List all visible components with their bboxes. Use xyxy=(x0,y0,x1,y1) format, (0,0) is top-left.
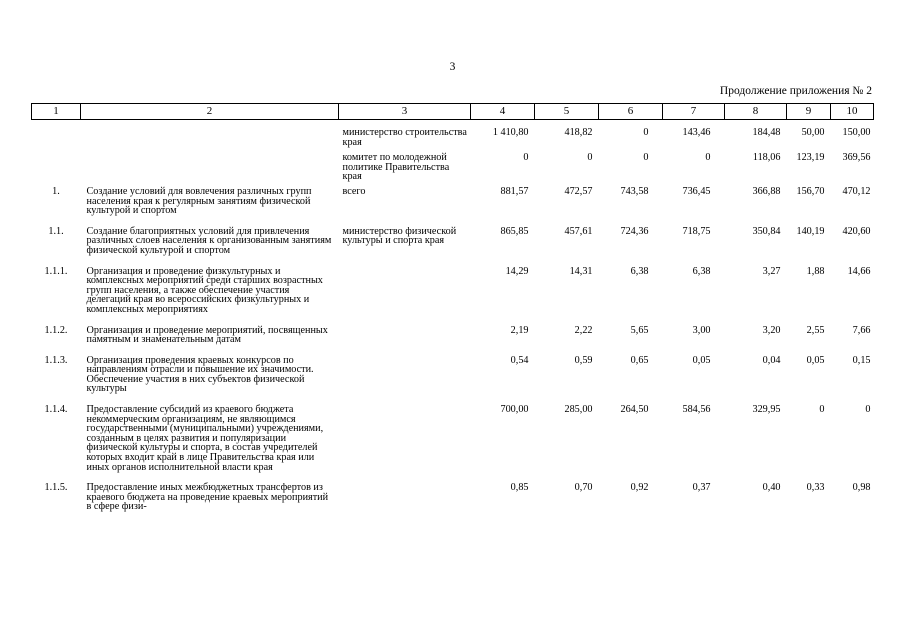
row-value: 50,00 xyxy=(801,127,825,138)
row-code: 1.1.5. xyxy=(44,482,68,494)
row-name xyxy=(81,149,339,184)
row-value: 584,56 xyxy=(682,404,711,416)
row-value: 1 410,80 xyxy=(492,127,529,138)
row-value: 14,29 xyxy=(505,265,529,277)
row-value: 350,84 xyxy=(752,225,781,237)
row-value: 6,38 xyxy=(630,265,649,277)
row-value: 700,00 xyxy=(500,404,529,416)
page-number: 3 xyxy=(449,61,456,73)
table-row xyxy=(32,184,874,224)
row-value: 2,19 xyxy=(510,324,529,336)
row-value: 329,95 xyxy=(752,404,781,416)
column-header: 1 xyxy=(32,104,81,120)
table-header-row xyxy=(32,104,874,120)
row-value: 0,37 xyxy=(692,482,711,494)
row-value: 0 xyxy=(865,404,871,416)
row-executor xyxy=(339,264,471,323)
row-value: 7,66 xyxy=(852,324,871,336)
row-value: 0,05 xyxy=(692,354,711,366)
row-value: 150,00 xyxy=(842,127,871,138)
row-value: 2,55 xyxy=(806,324,825,336)
row-executor xyxy=(339,323,471,353)
row-value: 0 xyxy=(587,152,593,164)
row-value: 264,50 xyxy=(620,404,649,416)
appendix-table xyxy=(31,103,874,520)
row-value: 0,85 xyxy=(510,482,529,494)
row-value: 881,57 xyxy=(500,185,529,197)
row-value: 0 xyxy=(523,152,529,164)
row-value: 123,19 xyxy=(796,152,825,164)
appendix-continuation-label: Продолжение приложения № 2 xyxy=(719,85,872,97)
row-name xyxy=(81,120,339,150)
row-value: 0 xyxy=(705,152,711,164)
table-row xyxy=(32,353,874,402)
row-value: 0 xyxy=(643,152,649,164)
row-value: 3,27 xyxy=(762,265,781,277)
table-row xyxy=(32,402,874,480)
row-value: 0,33 xyxy=(806,482,825,494)
row-value: 0,05 xyxy=(806,354,825,366)
row-code: 1.1.1. xyxy=(44,265,68,277)
table-row xyxy=(32,264,874,323)
row-name: Организация и проведение мероприятий, посвященных памятным и знаменательным датам xyxy=(86,324,328,346)
row-value: 457,61 xyxy=(564,225,593,237)
row-code xyxy=(32,149,81,184)
row-value: 3,00 xyxy=(692,324,711,336)
row-value: 2,22 xyxy=(574,324,593,336)
table-row xyxy=(32,120,874,150)
row-value: 420,60 xyxy=(842,225,871,237)
row-value: 285,00 xyxy=(564,404,593,416)
row-code xyxy=(32,120,81,150)
column-header: 6 xyxy=(599,104,663,120)
row-value: 736,45 xyxy=(682,185,711,197)
row-value: 0,04 xyxy=(762,354,781,366)
row-value: 0,98 xyxy=(852,482,871,494)
row-value: 470,12 xyxy=(842,185,871,197)
row-name: Предоставление иных межбюджетных трансфертов из краевого бюджета на проведение краевых мероприятий в сфере физи- xyxy=(86,482,329,513)
row-code: 1. xyxy=(52,185,60,197)
row-executor: министерство строительства края xyxy=(342,127,467,148)
row-value: 118,06 xyxy=(752,152,781,164)
column-header: 10 xyxy=(831,104,874,120)
row-executor: комитет по молодежной политике Правительства края xyxy=(342,152,450,183)
row-value: 14,31 xyxy=(569,265,593,277)
row-code: 1.1.2. xyxy=(44,324,68,336)
table-row xyxy=(32,323,874,353)
row-value: 0,59 xyxy=(574,354,593,366)
row-executor: министерство физической культуры и спорта края xyxy=(342,225,457,247)
table-row xyxy=(32,480,874,520)
row-code: 1.1. xyxy=(48,225,64,237)
row-value: 718,75 xyxy=(682,225,711,237)
row-value: 418,82 xyxy=(564,127,593,138)
row-executor xyxy=(339,353,471,402)
row-value: 1,88 xyxy=(806,265,825,277)
row-value: 0,15 xyxy=(852,354,871,366)
column-header: 9 xyxy=(787,104,831,120)
row-value: 184,48 xyxy=(752,127,781,138)
column-header: 8 xyxy=(725,104,787,120)
row-value: 366,88 xyxy=(752,185,781,197)
row-executor xyxy=(339,480,471,520)
row-name: Создание благоприятных условий для привлечения различных слоев населения к организованным занятиям физической культурой и спортом xyxy=(86,225,332,256)
row-value: 0 xyxy=(819,404,825,416)
row-value: 14,66 xyxy=(847,265,871,277)
row-value: 0,54 xyxy=(510,354,529,366)
column-header: 3 xyxy=(339,104,471,120)
row-value: 5,65 xyxy=(630,324,649,336)
row-code: 1.1.3. xyxy=(44,354,68,366)
row-name: Организация проведения краевых конкурсов по направлениям отрасли и повышение их значимости. Обеспечение участия в них субъектов физической культуры xyxy=(86,354,314,395)
column-header: 5 xyxy=(535,104,599,120)
row-value: 724,36 xyxy=(620,225,649,237)
row-value: 369,56 xyxy=(842,152,871,164)
table-row xyxy=(32,224,874,264)
row-value: 0,65 xyxy=(630,354,649,366)
row-value: 143,46 xyxy=(682,127,711,138)
row-value: 0 xyxy=(643,127,649,138)
row-value: 6,38 xyxy=(692,265,711,277)
row-name: Предоставление субсидий из краевого бюджета некоммерческим организациям, не являющимся государственными (муниципальными) учреждениями, созданным в целях развития и популяризации физической культуры и спорта, в состав учредителей которых входит край в лице Правительства края или иных органов исполнительной власти края xyxy=(86,404,324,473)
row-code: 1.1.4. xyxy=(44,404,68,416)
row-value: 156,70 xyxy=(796,185,825,197)
row-value: 865,85 xyxy=(500,225,529,237)
row-value: 472,57 xyxy=(564,185,593,197)
row-executor: всего xyxy=(342,185,366,197)
row-value: 743,58 xyxy=(620,185,649,197)
row-value: 0,40 xyxy=(762,482,781,494)
row-value: 0,92 xyxy=(630,482,649,494)
row-executor xyxy=(339,402,471,480)
row-name: Организация и проведение физкультурных и комплексных мероприятий среди старших возрастных групп населения, а также обеспечение участия делегаций края во всероссийских физкультурных и комплексных мероприятиях xyxy=(86,265,323,315)
row-name: Создание условий для вовлечения различных групп населения края к регулярным занятиям физической культурой и спортом xyxy=(86,185,312,217)
row-value: 3,20 xyxy=(762,324,781,336)
row-value: 140,19 xyxy=(796,225,825,237)
column-header: 4 xyxy=(471,104,535,120)
row-value: 0,70 xyxy=(574,482,593,494)
table-row xyxy=(32,149,874,184)
column-header: 7 xyxy=(663,104,725,120)
column-header: 2 xyxy=(81,104,339,120)
